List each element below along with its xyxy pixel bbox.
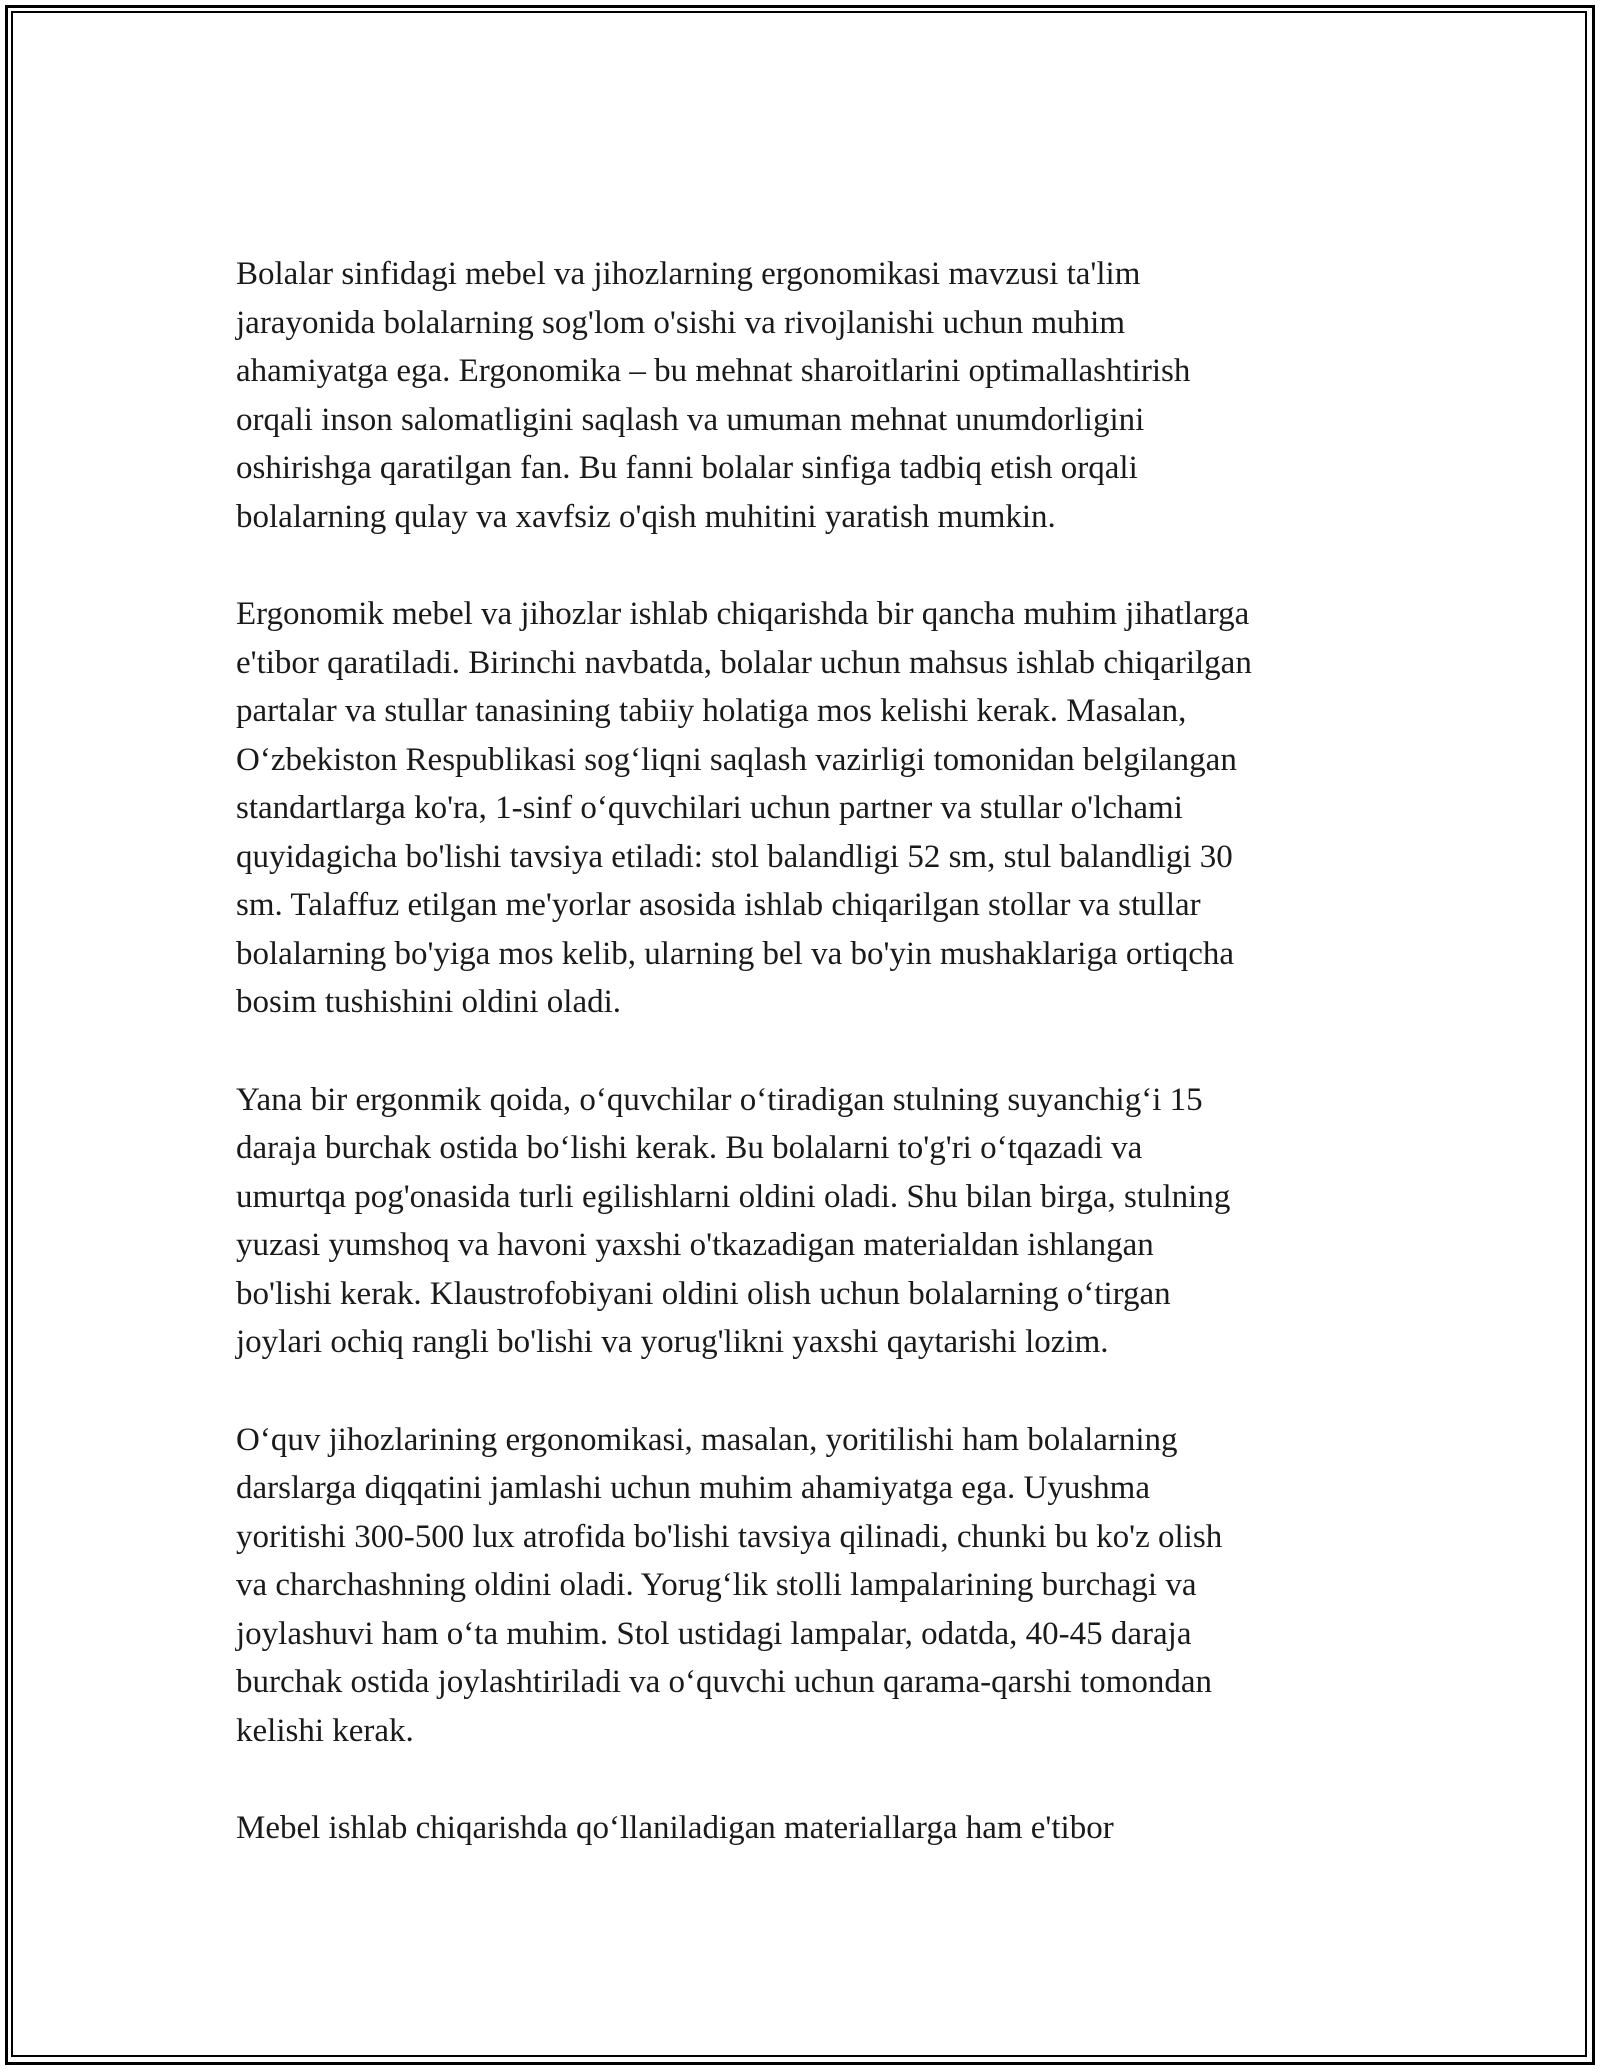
text-line: Bolalar sinfidagi mebel va jihozlarning ergonomikasi mavzusi ta'lim <box>236 256 1141 292</box>
text-line: partalar va stullar tanasining tabiiy holatiga mos kelishi kerak. Masalan, <box>236 693 1187 729</box>
text-line: yuzasi yumshoq va havoni yaxshi o'tkazadigan materialdan ishlangan <box>236 1227 1154 1263</box>
text-line: Yana bir ergonmik qoida, o‘quvchilar o‘tiradigan stulning suyanchig‘i 15 <box>236 1081 1203 1118</box>
text-line: darslarga diqqatini jamlashi uchun muhim ahamiyatga ega. Uyushma <box>236 1470 1150 1506</box>
text-line: bolalarning bo'yiga mos kelib, ularning bel va bo'yin mushaklariga ortiqcha <box>236 935 1234 972</box>
paragraph <box>236 1416 1381 1756</box>
paragraph <box>236 590 1381 1027</box>
text-line: e'tibor qaratiladi. Birinchi navbatda, bolalar uchun mahsus ishlab chiqarilgan <box>236 644 1252 681</box>
text-line: joylashuvi ham o‘ta muhim. Stol ustidagi lampalar, odatda, 40-45 daraja <box>236 1615 1192 1652</box>
text-line: oshirishga qaratilgan fan. Bu fanni bolalar sinfiga tadbiq etish orqali <box>236 450 1138 486</box>
paragraph <box>236 1076 1381 1367</box>
text-line: standartlarga ko'ra, 1-sinf o‘quvchilari uchun partner va stullar o'lchami <box>236 790 1183 826</box>
text-line: yoritishi 300-500 lux atrofida bo'lishi tavsiya qilinadi, chunki bu ko'z olish <box>236 1518 1223 1555</box>
document-body <box>236 250 1381 1902</box>
text-line: ahamiyatga ega. Ergonomika – bu mehnat sharoitlarini optimallashtirish <box>236 353 1191 389</box>
text-line: sm. Talaffuz etilgan me'yorlar asosida ishlab chiqarilgan stollar va stullar <box>236 887 1201 923</box>
text-line: bolalarning qulay va xavfsiz o'qish muhitini yaratish mumkin. <box>236 498 1056 535</box>
text-line: O‘zbekiston Respublikasi sog‘liqni saqlash vazirligi tomonidan belgilangan <box>236 741 1237 778</box>
text-line: O‘quv jihozlarining ergonomikasi, masalan, yoritilishi ham bolalarning <box>236 1421 1178 1458</box>
text-line: umurtqa pog'onasida turli egilishlarni oldini oladi. Shu bilan birga, stulning <box>236 1178 1231 1215</box>
text-line: daraja burchak ostida bo‘lishi kerak. Bu bolalarni to'g'ri o‘tqazadi va <box>236 1130 1143 1166</box>
text-line: va charchashning oldini oladi. Yorug‘lik stolli lampalarining burchagi va <box>236 1567 1197 1603</box>
text-line: orqali inson salomatligini saqlash va umuman mehnat unumdorligini <box>236 401 1145 438</box>
text-line: Mebel ishlab chiqarishda qo‘llaniladigan materiallarga ham e'tibor <box>236 1810 1114 1846</box>
text-line: joylari ochiq rangli bo'lishi va yorug'likni yaxshi qaytarishi lozim. <box>236 1324 1109 1360</box>
text-line: quyidagicha bo'lishi tavsiya etiladi: stol balandligi 52 sm, stul balandligi 30 <box>236 838 1233 875</box>
text-line: kelishi kerak. <box>236 1712 414 1749</box>
text-line: burchak ostida joylashtiriladi va o‘quvchi uchun qarama-qarshi tomondan <box>236 1664 1212 1700</box>
text-line: bo'lishi kerak. Klaustrofobiyani oldini olish uchun bolalarning o‘tirgan <box>236 1275 1171 1312</box>
text-line: jarayonida bolalarning sog'lom o'sishi va rivojlanishi uchun muhim <box>236 304 1126 341</box>
text-line: bosim tushishini oldini oladi. <box>236 984 622 1020</box>
paragraph <box>236 250 1381 541</box>
text-line: Ergonomik mebel va jihozlar ishlab chiqarishda bir qancha muhim jihatlarga <box>236 596 1250 632</box>
paragraph <box>236 1804 1381 1853</box>
